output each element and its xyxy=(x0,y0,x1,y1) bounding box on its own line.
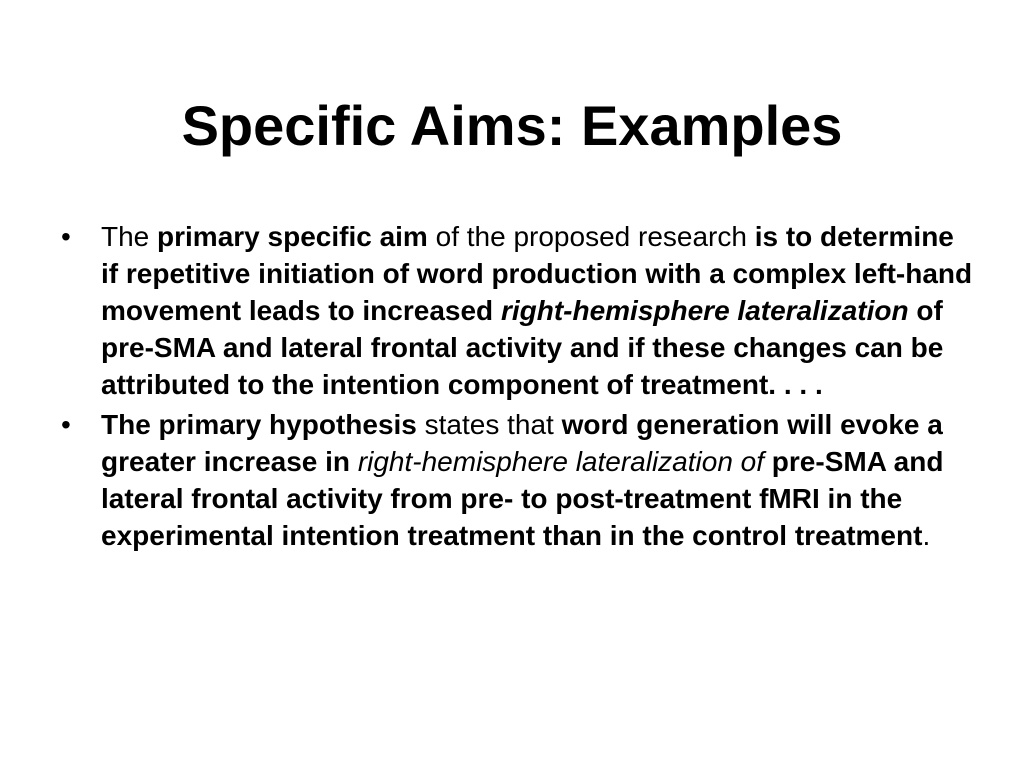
text-segment: of the proposed research xyxy=(427,221,755,252)
bullet-list xyxy=(56,218,976,557)
slide-title: Specific Aims: Examples xyxy=(181,94,843,157)
bullet-item-primary-hypothesis xyxy=(56,406,976,554)
text-segment-bold: of pre-SMA and lateral frontal activity and if these changes can be attributed to the intention component of treatment. . . . xyxy=(101,295,944,400)
bullet-item-primary-aim xyxy=(56,218,976,403)
text-segment-bold: primary specific aim xyxy=(157,221,428,252)
text-segment: states that xyxy=(416,409,562,440)
text-segment: . xyxy=(922,520,931,551)
text-segment: The xyxy=(101,221,158,252)
text-segment-bold: The primary hypothesis xyxy=(101,409,417,440)
text-segment-italic: right-hemisphere lateralization of xyxy=(357,446,765,477)
bullet-icon: • xyxy=(61,221,71,252)
bullet-icon: • xyxy=(61,409,71,440)
text-segment-bold-italic: right-hemisphere lateralization xyxy=(500,295,909,326)
text-segment-bold: pre-SMA and lateral frontal activity from pre- to post-treatment fMRI in the experimental intention treatment than in the control treatment xyxy=(101,446,944,551)
text-segment-bold: word generation will evoke a greater increase in xyxy=(101,409,943,477)
text-segment-bold: is to determine if repetitive initiation of word production with a complex left-hand movement leads to increased xyxy=(101,221,973,326)
